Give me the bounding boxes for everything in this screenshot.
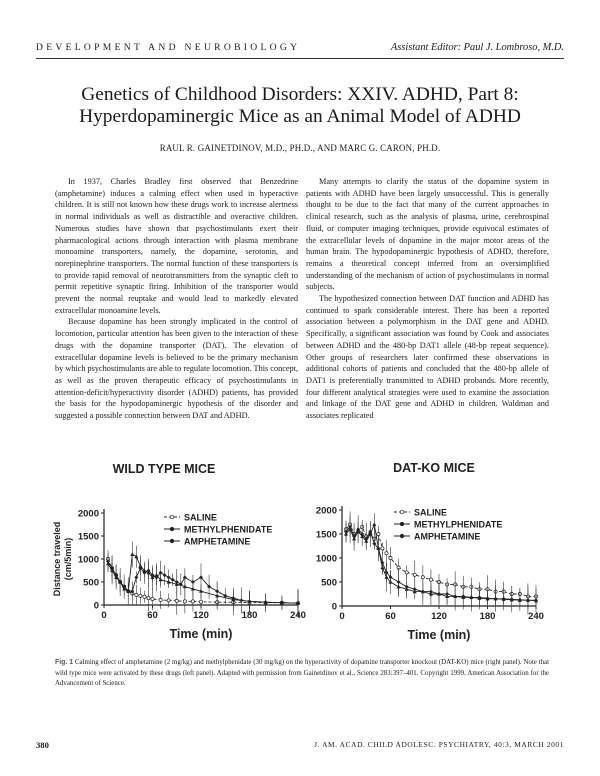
running-head	[36, 42, 564, 56]
data-point	[175, 599, 178, 602]
x-tick-label: 180	[479, 611, 496, 622]
y-tick-label: 2000	[315, 505, 337, 517]
x-tick-label: 240	[290, 610, 306, 621]
data-point	[405, 571, 408, 574]
y-axis-label: Distance traveled	[52, 521, 62, 597]
y-tick-label: 2000	[77, 508, 99, 520]
data-point	[147, 597, 150, 600]
x-tick-label: 240	[528, 611, 544, 622]
data-point	[397, 585, 401, 589]
data-point	[155, 573, 159, 577]
data-point	[183, 600, 186, 603]
figure-label: Fig. 1	[55, 659, 74, 666]
legend-label: AMPHETAMINE	[414, 531, 481, 542]
title-line-2: Hyperdopaminergic Mice as an Animal Model of ADHD	[79, 106, 521, 127]
x-axis-label: Time (min)	[169, 627, 233, 641]
data-point	[377, 532, 380, 535]
title-line-1: Genetics of Childhood Disorders: XXIV. ADHD, Part 8:	[81, 84, 519, 105]
data-point	[134, 575, 138, 579]
y-tick-label: 1500	[77, 531, 99, 543]
paragraph: Because dopamine has been strongly implicated in the control of locomotion, particular attention has been given to the interaction of these drugs with the dopamine transporter (DAT). The elevation of extracellular dopamine levels is believed to be the primary mechanism by which psychostimulants are able to regulate locomotion. This concept, as well as the proven therapeutic efficacy of psychostimulants in attention-deficit/hyperactivity disorder (ADHD) patients, has provided the basis for the hypodopaminergic hypothesis of the disorder and suggested a possible connection between DAT and ADHD.	[55, 317, 298, 421]
data-point	[191, 600, 194, 603]
x-tick-label: 180	[241, 610, 258, 621]
data-point	[159, 598, 162, 601]
y-tick-label: 1500	[315, 529, 337, 541]
data-point	[385, 552, 388, 555]
data-point	[384, 575, 388, 579]
data-point	[130, 552, 134, 556]
legend-marker	[400, 534, 404, 538]
page-number: 380	[36, 740, 49, 750]
data-point	[381, 547, 384, 550]
x-tick-label: 0	[339, 611, 345, 622]
paragraph: The hypothesized connection between DAT function and ADHD has continued to spark considerable interest. There has been a reported association between a polymorphism in the DAT gene and ADHD. Specifically, a significant association was found by Cook and associates between ADHD and the 480-bp DAT1 allele (48-bp repeat sequence). Other groups of researchers later confirmed these observations in additional cohorts of patients and concluded that the 480-bp allele of DAT1 is preferentially transmitted to ADHD probands. More recently, four different analytical strategies were used to examine the association and linkage of the DAT gene and ADHD in children. Waldman and associates replicated	[306, 294, 549, 421]
y-tick-label: 1000	[77, 554, 99, 566]
y-axis-label-units: (cm/5min)	[63, 537, 73, 581]
data-point	[138, 564, 142, 568]
legend-marker	[170, 527, 174, 531]
data-point	[413, 573, 416, 576]
body-column-right	[306, 176, 549, 422]
x-tick-label: 120	[431, 611, 447, 622]
page-footer	[36, 740, 564, 752]
x-axis-label: Time (min)	[407, 628, 471, 642]
data-point	[429, 578, 432, 581]
x-tick-label: 60	[385, 611, 396, 622]
legend-marker	[170, 539, 174, 543]
chart-title: WILD TYPE MICE	[112, 462, 216, 476]
data-point	[139, 594, 142, 597]
caption-text: Calming effect of amphetamine (2 mg/kg) and methylphenidate (30 mg/kg) on the hyperactivity of dopamine transporter knockout (DAT-KO) mice (right panel). Note that wild type mice were activated by these drugs (left panel). Adapted with permission from Gainetdinov et al., Science 283:397–401. Copyright 1999, American Association for the Advancement of Science.	[55, 659, 549, 687]
figure-caption	[55, 658, 549, 690]
y-tick-label: 500	[321, 577, 337, 589]
legend-label: SALINE	[414, 507, 448, 518]
section-title: DEVELOPMENT AND NEUROBIOLOGY	[36, 42, 301, 53]
data-point	[167, 599, 170, 602]
data-point	[372, 522, 376, 526]
legend-label: METHYLPHENIDATE	[414, 519, 503, 530]
legend-label: SALINE	[184, 512, 218, 523]
header-rule	[36, 58, 564, 59]
data-point	[171, 578, 175, 582]
x-tick-label: 120	[193, 610, 209, 621]
data-point	[389, 556, 392, 559]
figure-1	[46, 455, 566, 647]
journal-citation: J. AM. ACAD. CHILD ADOLESC. PSYCHIATRY, 40:3, MARCH 2001	[314, 740, 564, 749]
y-tick-label: 0	[93, 600, 99, 612]
figure-charts	[46, 455, 566, 647]
y-tick-label: 1000	[315, 553, 337, 565]
chart-title: DAT-KO MICE	[393, 461, 475, 475]
legend-marker	[400, 522, 404, 526]
body-column-left	[55, 176, 298, 422]
x-tick-label: 60	[147, 610, 158, 621]
article-authors: RAUL R. GAINETDINOV, M.D., PH.D., AND MARC G. CARON, PH.D.	[159, 143, 441, 153]
legend-marker	[400, 510, 404, 514]
data-point	[421, 576, 424, 579]
article-title	[40, 84, 560, 128]
data-point	[199, 600, 202, 603]
y-tick-label: 500	[83, 577, 99, 589]
x-tick-label: 0	[101, 610, 107, 621]
assistant-editor: Assistant Editor: Paul J. Lombroso, M.D.	[390, 42, 564, 53]
legend-label: AMPHETAMINE	[184, 536, 251, 547]
paragraph: In 1937, Charles Bradley first observed that Benzedrine (amphetamine) induces a calming effect when used in hyperactive children. It is still not known how these drugs work to increase alertness in normal individuals as well as distractible and overactive children. Numerous studies have shown that psychostimulants exert their pharmacological actions through interaction with plasma membrane monoamine transporters, namely, the dopamine, serotonin, and norepinephrine transporters. The normal function of these transporters is to provide rapid removal of neurotransmitters from the synaptic cleft to permit repetitive synaptic firing. Inhibition of the transporter would prevent the normal reuptake and would lead to markedly elevated extracellular monoamine levels.	[55, 177, 298, 315]
legend-marker	[170, 515, 174, 519]
paragraph: Many attempts to clarify the status of the dopamine system in patients with ADHD have been largely unsuccessful. This is generally thought to be due to the fact that many of the current approaches in clinical research, such as the analysis of plasma, urine, cerebrospinal fluid, or computer imaging techniques, provide equivocal estimates of the extracellular levels of dopamine in the major motor areas of the human brain. The hypodopaminergic hypothesis of ADHD, therefore, remains a theoretical concept inferred from an oversimplified understanding of the mechanism of action of psychostimulants in normal subjects.	[306, 177, 549, 292]
data-point	[135, 593, 138, 596]
data-point	[143, 595, 146, 598]
data-point	[163, 573, 167, 577]
data-point	[151, 597, 154, 600]
y-tick-label: 0	[331, 601, 337, 613]
legend-label: METHYLPHENIDATE	[184, 524, 273, 535]
